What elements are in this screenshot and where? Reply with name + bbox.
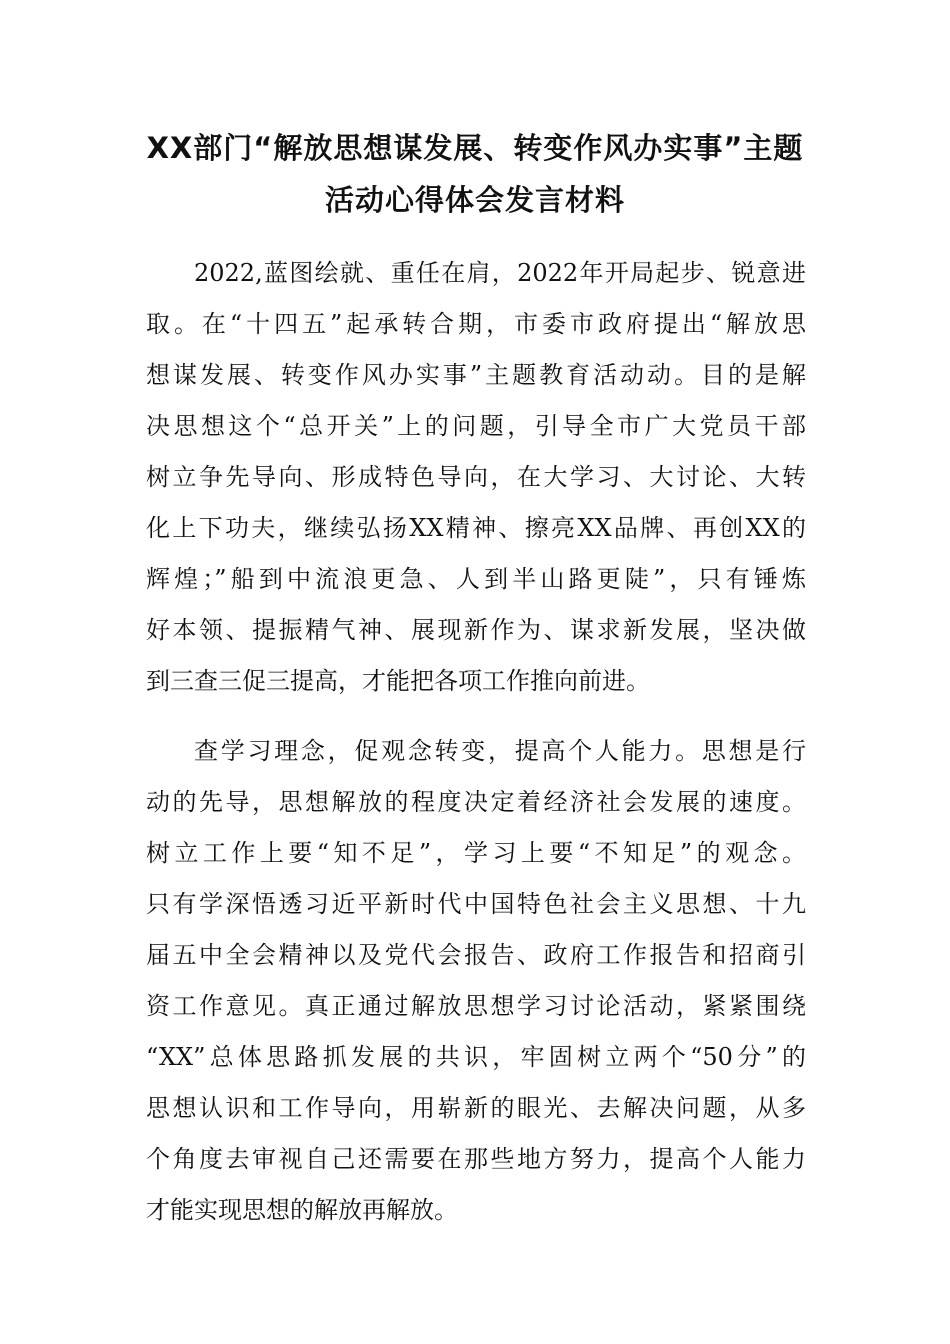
paragraph-line: 资工作意见。真正通过解放思想学习讨论活动，紧紧围绕 — [146, 992, 806, 1020]
paragraph-line: 决思想这个“总开关”上的问题，引导全市广大党员干部 — [146, 412, 806, 440]
title-line-2: 活动心得体会发言材料 — [324, 183, 625, 217]
paragraph-line: 化上下功夫，继续弘扬XX精神、擦亮XX品牌、再创XX的 — [146, 514, 806, 542]
document-title — [120, 122, 830, 226]
paragraph-line: 树立争先导向、形成特色导向，在大学习、大讨论、大转 — [146, 463, 806, 491]
paragraph-line: 届五中全会精神以及党代会报告、政府工作报告和招商引 — [146, 941, 806, 969]
paragraph-line: 好本领、提振精气神、展现新作为、谋求新发展，坚决做 — [146, 616, 806, 644]
paragraph-line: 动的先导，思想解放的程度决定着经济社会发展的速度。 — [146, 788, 806, 816]
paragraph-line: 2022,蓝图绘就、重任在肩，2022年开局起步、锐意进 — [194, 259, 806, 287]
paragraph-line: 辉煌；”船到中流浪更急、人到半山路更陡”，只有锤炼 — [146, 565, 806, 593]
paragraph-line: 树立工作上要“知不足”，学习上要“不知足”的观念。 — [146, 839, 806, 867]
paragraph-2 — [146, 726, 806, 1236]
paragraph-line: 到三查三促三提高，才能把各项工作推向前进。 — [146, 667, 650, 695]
paragraph-line: “XX”总体思路抓发展的共识，牢固树立两个“50分”的 — [146, 1043, 806, 1071]
paragraph-line: 查学习理念，促观念转变，提高个人能力。思想是行 — [194, 737, 806, 765]
paragraph-line: 才能实现思想的解放再解放。 — [146, 1196, 458, 1224]
paragraph-1 — [146, 248, 806, 707]
paragraph-line: 思想认识和工作导向，用崭新的眼光、去解决问题，从多 — [146, 1094, 806, 1122]
title-line-1: XX部门“解放思想谋发展、转变作风办实事”主题 — [146, 131, 804, 165]
paragraph-line: 个角度去审视自己还需要在那些地方努力，提高个人能力 — [146, 1145, 806, 1173]
paragraph-line: 只有学深悟透习近平新时代中国特色社会主义思想、十九 — [146, 890, 806, 918]
paragraph-line: 想谋发展、转变作风办实事”主题教育活动动。目的是解 — [146, 361, 806, 389]
paragraph-line: 取。在“十四五”起承转合期，市委市政府提出“解放思 — [146, 310, 806, 338]
